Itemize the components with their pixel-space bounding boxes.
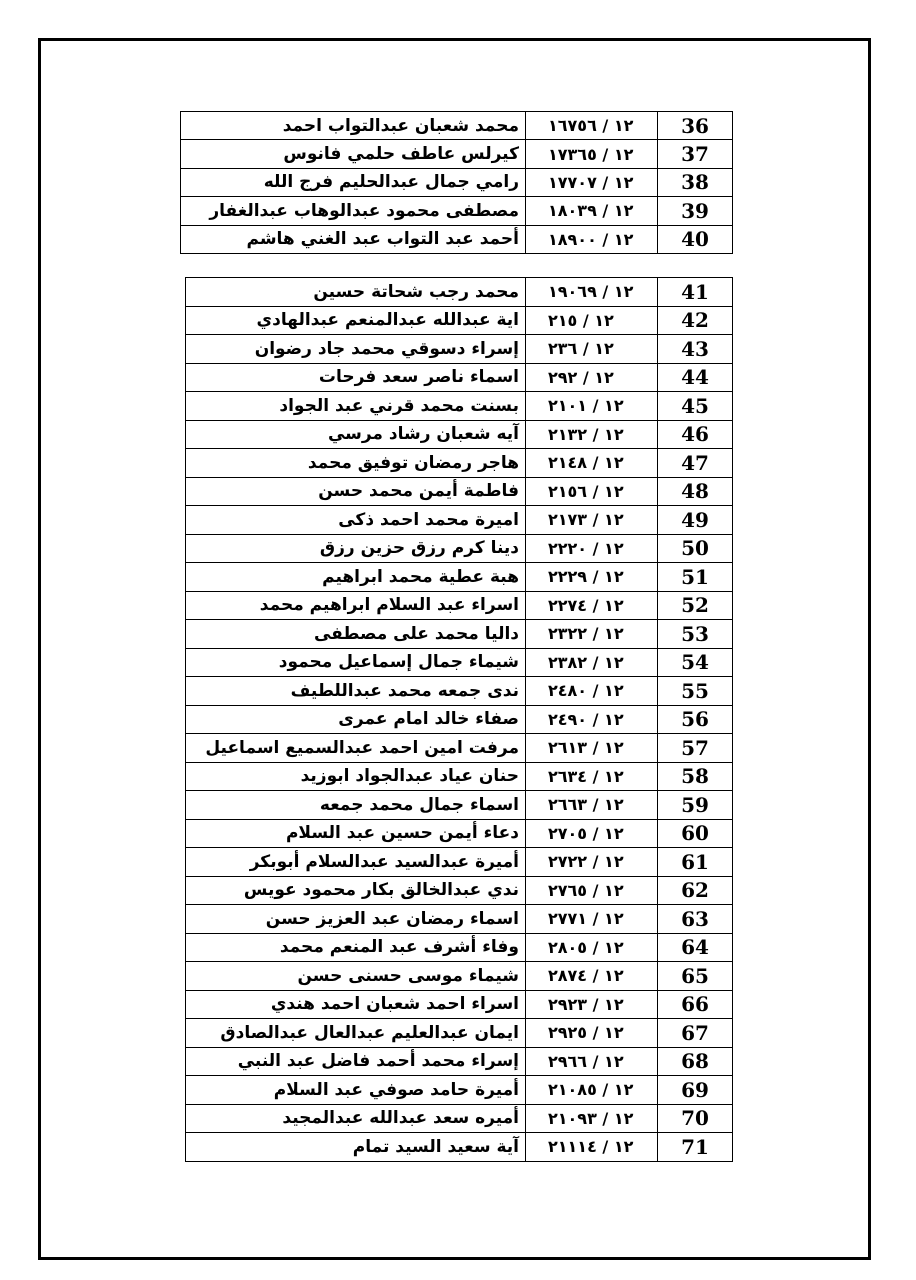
table-row <box>186 1104 733 1133</box>
row-number: 70 <box>658 1104 733 1133</box>
student-name: محمد رجب شحاتة حسين <box>186 278 526 307</box>
student-name: بسنت محمد قرني عبد الجواد <box>186 392 526 421</box>
table-row <box>186 677 733 706</box>
student-name: أحمد عبد التواب عبد الغني هاشم <box>181 225 526 253</box>
roster-table-top <box>180 111 733 254</box>
table-row <box>181 197 733 225</box>
row-number: 40 <box>658 225 733 253</box>
registration-code: ١٢ / ٢٩٢٥ <box>526 1019 658 1048</box>
student-name: فاطمة أيمن محمد حسن <box>186 477 526 506</box>
registration-code: ١٢ / ٢١٣٢ <box>526 420 658 449</box>
row-number: 50 <box>658 534 733 563</box>
table-row <box>186 591 733 620</box>
row-number: 36 <box>658 112 733 140</box>
table-row <box>186 762 733 791</box>
registration-code: ١٢ / ٢٦٦٣ <box>526 791 658 820</box>
table-row <box>186 1047 733 1076</box>
registration-code: ١٢ / ١٨٠٣٩ <box>526 197 658 225</box>
student-name: إسراء محمد أحمد فاضل عبد النبي <box>186 1047 526 1076</box>
registration-code: ١٢ / ٢٦١٣ <box>526 734 658 763</box>
student-name: ندى جمعه محمد عبداللطيف <box>186 677 526 706</box>
registration-code: ١٢ / ٢١٥ <box>526 306 658 335</box>
row-number: 67 <box>658 1019 733 1048</box>
row-number: 66 <box>658 990 733 1019</box>
table-row <box>186 506 733 535</box>
registration-code: ١٢ / ٢٣٢٢ <box>526 620 658 649</box>
registration-code: ١٢ / ٢١٠٩٣ <box>526 1104 658 1133</box>
row-number: 71 <box>658 1133 733 1162</box>
table-row <box>186 278 733 307</box>
registration-code: ١٢ / ٢٤٩٠ <box>526 705 658 734</box>
registration-code: ١٢ / ١٨٩٠٠ <box>526 225 658 253</box>
registration-code: ١٢ / ٢١٠١ <box>526 392 658 421</box>
table-row <box>186 819 733 848</box>
table-row <box>181 140 733 168</box>
student-name: اسراء احمد شعبان احمد هندي <box>186 990 526 1019</box>
student-name: وفاء أشرف عبد المنعم محمد <box>186 933 526 962</box>
table-row <box>186 791 733 820</box>
registration-code: ١٢ / ٢٧٦٥ <box>526 876 658 905</box>
registration-code: ١٢ / ٢١٤٨ <box>526 449 658 478</box>
student-name: هبة عطية محمد ابراهيم <box>186 563 526 592</box>
row-number: 49 <box>658 506 733 535</box>
student-name: اميرة محمد احمد ذكى <box>186 506 526 535</box>
row-number: 61 <box>658 848 733 877</box>
registration-code: ١٢ / ٢٩٦٦ <box>526 1047 658 1076</box>
student-name: اية عبدالله عبدالمنعم عبدالهادي <box>186 306 526 335</box>
registration-code: ١٢ / ٢٩٢ <box>526 363 658 392</box>
table-row <box>186 734 733 763</box>
table-row <box>186 534 733 563</box>
student-name: آية سعيد السيد تمام <box>186 1133 526 1162</box>
row-number: 43 <box>658 335 733 364</box>
registration-code: ١٢ / ٢١٥٦ <box>526 477 658 506</box>
student-name: إسراء دسوقي محمد جاد رضوان <box>186 335 526 364</box>
table-row <box>186 848 733 877</box>
registration-code: ١٢ / ٢٧٠٥ <box>526 819 658 848</box>
registration-code: ١٢ / ١٧٧٠٧ <box>526 168 658 196</box>
table-row <box>186 905 733 934</box>
registration-code: ١٢ / ٢٦٣٤ <box>526 762 658 791</box>
row-number: 62 <box>658 876 733 905</box>
row-number: 46 <box>658 420 733 449</box>
table-row <box>181 168 733 196</box>
student-name: اسماء ناصر سعد فرحات <box>186 363 526 392</box>
student-name: أميرة حامد صوفي عبد السلام <box>186 1076 526 1105</box>
student-name: شيماء جمال إسماعيل محمود <box>186 648 526 677</box>
student-name: ندي عبدالخالق بكار محمود عويس <box>186 876 526 905</box>
student-name: شيماء موسى حسنى حسن <box>186 962 526 991</box>
row-number: 58 <box>658 762 733 791</box>
row-number: 57 <box>658 734 733 763</box>
table-row <box>186 335 733 364</box>
table-row <box>186 1019 733 1048</box>
student-name: دعاء أيمن حسين عبد السلام <box>186 819 526 848</box>
row-number: 48 <box>658 477 733 506</box>
table-row <box>181 112 733 140</box>
registration-code: ١٢ / ١٧٣٦٥ <box>526 140 658 168</box>
row-number: 37 <box>658 140 733 168</box>
registration-code: ١٢ / ٢٧٧١ <box>526 905 658 934</box>
table-row <box>186 990 733 1019</box>
student-name: اسماء جمال محمد جمعه <box>186 791 526 820</box>
student-name: مرفت امين احمد عبدالسميع اسماعيل <box>186 734 526 763</box>
table-row <box>186 563 733 592</box>
student-name: دينا كرم رزق حزين رزق <box>186 534 526 563</box>
registration-code: ١٢ / ٢٢٢٠ <box>526 534 658 563</box>
row-number: 52 <box>658 591 733 620</box>
registration-code: ١٢ / ١٩٠٦٩ <box>526 278 658 307</box>
student-name: آيه شعبان رشاد مرسي <box>186 420 526 449</box>
student-name: اسراء عبد السلام ابراهيم محمد <box>186 591 526 620</box>
student-name: هاجر رمضان توفيق محمد <box>186 449 526 478</box>
table-row <box>186 933 733 962</box>
row-number: 38 <box>658 168 733 196</box>
roster-table-bottom <box>185 277 733 1162</box>
student-name: كيرلس عاطف حلمي فانوس <box>181 140 526 168</box>
student-name: داليا محمد على مصطفى <box>186 620 526 649</box>
row-number: 63 <box>658 905 733 934</box>
registration-code: ١٢ / ١٦٧٥٦ <box>526 112 658 140</box>
registration-code: ١٢ / ٢٩٢٣ <box>526 990 658 1019</box>
student-name: أميرة عبدالسيد عبدالسلام أبوبكر <box>186 848 526 877</box>
registration-code: ١٢ / ٢١٠٨٥ <box>526 1076 658 1105</box>
table-row <box>186 620 733 649</box>
row-number: 45 <box>658 392 733 421</box>
row-number: 51 <box>658 563 733 592</box>
row-number: 44 <box>658 363 733 392</box>
row-number: 55 <box>658 677 733 706</box>
row-number: 60 <box>658 819 733 848</box>
row-number: 53 <box>658 620 733 649</box>
table-row <box>186 648 733 677</box>
student-name: صفاء خالد امام عمرى <box>186 705 526 734</box>
row-number: 65 <box>658 962 733 991</box>
table-row <box>186 420 733 449</box>
row-number: 68 <box>658 1047 733 1076</box>
table-row <box>186 876 733 905</box>
row-number: 41 <box>658 278 733 307</box>
row-number: 64 <box>658 933 733 962</box>
table-row <box>186 1076 733 1105</box>
table-row <box>186 1133 733 1162</box>
table-row <box>186 962 733 991</box>
student-name: محمد شعبان عبدالتواب احمد <box>181 112 526 140</box>
row-number: 56 <box>658 705 733 734</box>
registration-code: ١٢ / ٢٨٧٤ <box>526 962 658 991</box>
student-name: ايمان عبدالعليم عبدالعال عبدالصادق <box>186 1019 526 1048</box>
row-number: 42 <box>658 306 733 335</box>
registration-code: ١٢ / ٢٢٢٩ <box>526 563 658 592</box>
table-row <box>186 477 733 506</box>
registration-code: ١٢ / ٢١٧٣ <box>526 506 658 535</box>
table-row <box>186 363 733 392</box>
row-number: 69 <box>658 1076 733 1105</box>
registration-code: ١٢ / ٢١١١٤ <box>526 1133 658 1162</box>
row-number: 47 <box>658 449 733 478</box>
registration-code: ١٢ / ٢٣٨٢ <box>526 648 658 677</box>
student-name: رامي جمال عبدالحليم فرج الله <box>181 168 526 196</box>
table-row <box>186 392 733 421</box>
registration-code: ١٢ / ٢٢٧٤ <box>526 591 658 620</box>
student-name: مصطفى محمود عبدالوهاب عبدالغفار <box>181 197 526 225</box>
registration-code: ١٢ / ٢٤٨٠ <box>526 677 658 706</box>
table-row <box>186 705 733 734</box>
row-number: 39 <box>658 197 733 225</box>
registration-code: ١٢ / ٢٨٠٥ <box>526 933 658 962</box>
table-row <box>181 225 733 253</box>
table-row <box>186 449 733 478</box>
registration-code: ١٢ / ٢٣٦ <box>526 335 658 364</box>
row-number: 54 <box>658 648 733 677</box>
registration-code: ١٢ / ٢٧٢٢ <box>526 848 658 877</box>
student-name: اسماء رمضان عبد العزيز حسن <box>186 905 526 934</box>
student-name: أميره سعد عبدالله عبدالمجيد <box>186 1104 526 1133</box>
table-row <box>186 306 733 335</box>
student-name: حنان عياد عبدالجواد ابوزيد <box>186 762 526 791</box>
row-number: 59 <box>658 791 733 820</box>
